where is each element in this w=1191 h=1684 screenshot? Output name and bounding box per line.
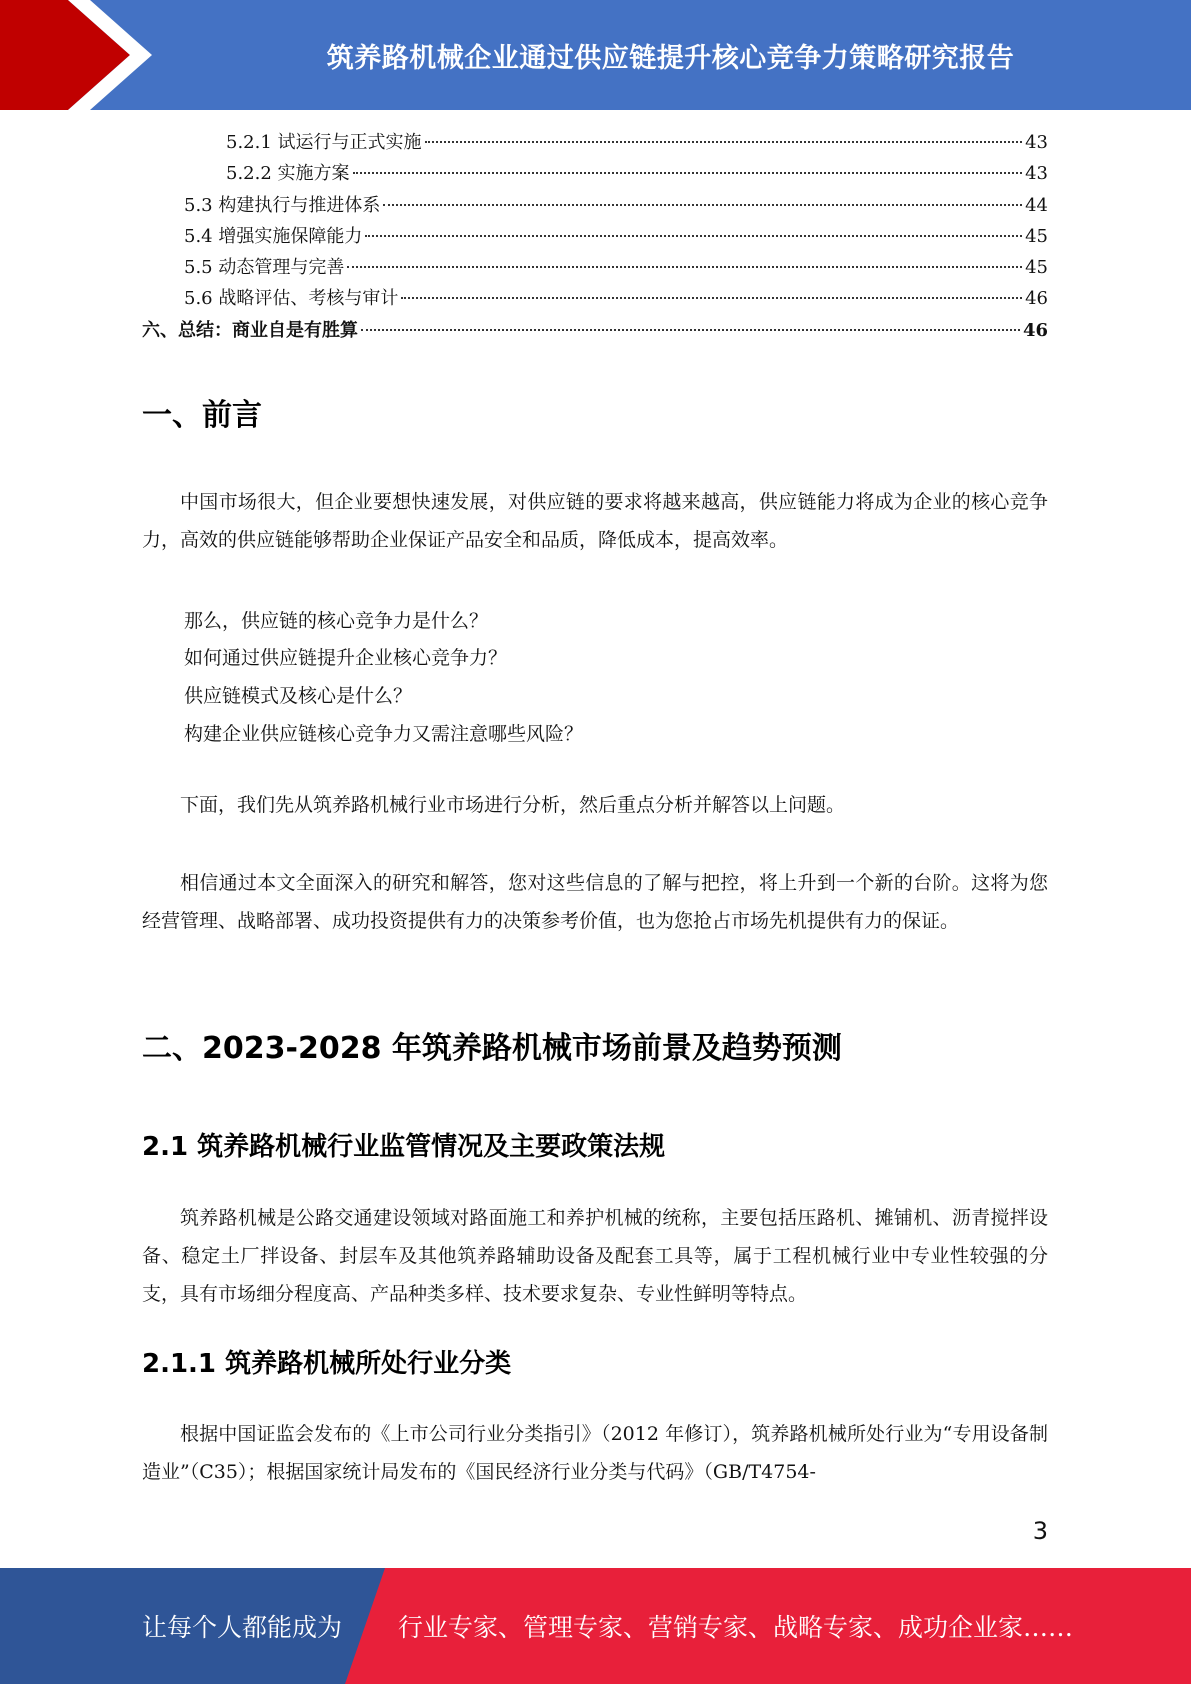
question-line: 供应链模式及核心是什么？	[184, 685, 413, 707]
chapter-2-heading: 二、2023-2028 年筑养路机械市场前景及趋势预测	[142, 1031, 842, 1066]
toc-item-page: 46	[1022, 319, 1048, 341]
toc-item[interactable]	[142, 253, 1048, 284]
preface-paragraph-1: 中国市场很大，但企业要想快速发展，对供应链的要求将越来越高，供应链能力将成为企业的核心竞争力，高效的供应链能够帮助企业保证产品安全和品质，降低成本，提高效率。	[142, 491, 1048, 551]
toc-item-label: 5.2.2 实施方案	[226, 163, 350, 185]
toc-leader-dots	[347, 266, 1022, 268]
toc-item-label: 5.6 战略评估、考核与审计	[184, 288, 399, 310]
toc-item-label: 5.2.1 试运行与正式实施	[226, 132, 422, 153]
toc-item-page: 43	[1025, 132, 1048, 153]
question-line: 构建企业供应链核心竞争力又需注意哪些风险？	[184, 723, 584, 745]
section-2-1-heading: 2.1 筑养路机械行业监管情况及主要政策法规	[142, 1132, 666, 1162]
footer-slogan-right: 行业专家、管理专家、营销专家、战略专家、成功企业家……	[398, 1613, 1074, 1642]
toc-item-page: 45	[1025, 225, 1048, 247]
section-2-1-1-heading: 2.1.1 筑养路机械所处行业分类	[142, 1349, 512, 1379]
toc-item[interactable]	[142, 284, 1048, 315]
section-2-1-1-paragraph: 根据中国证监会发布的《上市公司行业分类指引》（2012 年修订），筑养路机械所处行业为“专用设备制造业”（C35）；根据国家统计局发布的《国民经济行业分类与代码》（GB/T4754-	[142, 1423, 1048, 1483]
toc-leader-dots	[361, 329, 1020, 331]
toc-item[interactable]	[142, 128, 1048, 159]
toc-leader-dots	[365, 235, 1022, 237]
toc-item-page: 43	[1025, 163, 1048, 185]
preface-heading: 一、前言	[142, 398, 262, 433]
toc-item[interactable]	[142, 222, 1048, 253]
toc-item-label: 六、总结：商业自是有胜算	[142, 319, 358, 341]
page-number: 3	[1032, 1517, 1048, 1545]
toc-item[interactable]	[142, 191, 1048, 222]
toc-item[interactable]	[142, 316, 1048, 347]
table-of-contents	[142, 128, 1048, 347]
preface-paragraph-3: 相信通过本文全面深入的研究和解答，您对这些信息的了解与把控，将上升到一个新的台阶。这将为您经营管理、战略部署、成功投资提供有力的决策参考价值，也为您抢占市场先机提供有力的保证。	[142, 872, 1048, 932]
toc-item-label: 5.4 增强实施保障能力	[184, 225, 363, 247]
toc-item-page: 45	[1025, 257, 1048, 279]
toc-leader-dots	[425, 141, 1023, 143]
toc-item[interactable]	[142, 159, 1048, 190]
footer-slogan-left: 让每个人都能成为	[142, 1613, 343, 1642]
toc-leader-dots	[383, 204, 1022, 206]
question-line: 那么，供应链的核心竞争力是什么？	[184, 610, 489, 632]
question-line: 如何通过供应链提升企业核心竞争力？	[184, 647, 508, 669]
toc-item-page: 44	[1025, 194, 1048, 216]
toc-item-page: 46	[1025, 288, 1048, 310]
toc-leader-dots	[353, 172, 1023, 174]
page-header	[0, 0, 1191, 110]
section-2-1-paragraph: 筑养路机械是公路交通建设领域对路面施工和养护机械的统称，主要包括压路机、摊铺机、沥青搅拌设备、稳定土厂拌设备、封层车及其他筑养路辅助设备及配套工具等，属于工程机械行业中专业性较强的分支，具有市场细分程度高、产品种类多样、技术要求复杂、专业性鲜明等特点。	[142, 1207, 1048, 1305]
toc-item-label: 5.3 构建执行与推进体系	[184, 194, 381, 216]
toc-leader-dots	[401, 297, 1022, 299]
page-footer	[0, 1568, 1191, 1684]
toc-item-label: 5.5 动态管理与完善	[184, 257, 345, 279]
preface-paragraph-2: 下面，我们先从筑养路机械行业市场进行分析，然后重点分析并解答以上问题。	[180, 794, 846, 816]
report-title: 筑养路机械企业通过供应链提升核心竞争力策略研究报告	[326, 42, 1015, 74]
